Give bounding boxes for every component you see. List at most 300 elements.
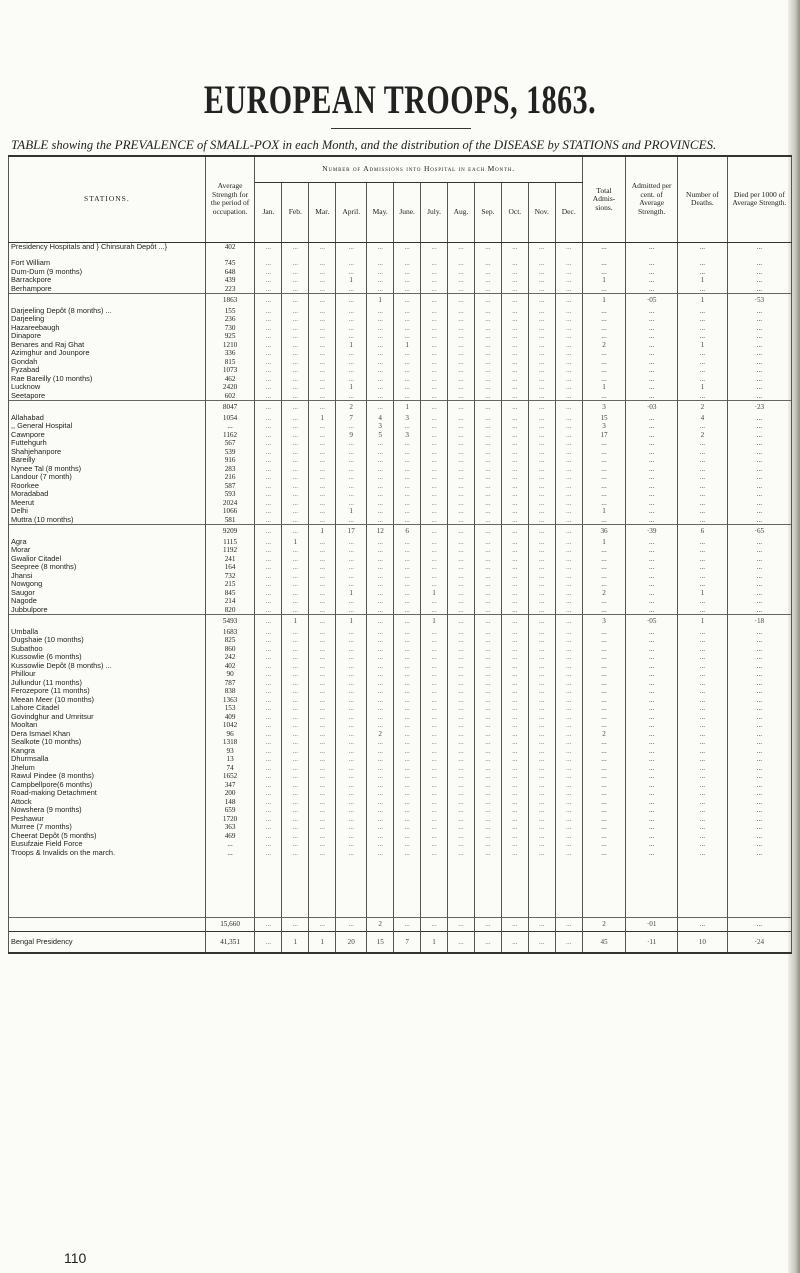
month-cell: ... [367,713,394,722]
station-row [9,849,792,858]
month-cell: ... [394,315,421,324]
month-cell: ... [421,294,448,307]
month-cell: ... [421,448,448,457]
total-cell: 36 [582,525,625,538]
station-name: Bareilly [9,456,206,465]
station-row [9,713,792,722]
month-cell: ... [367,789,394,798]
station-row [9,448,792,457]
station-name: Peshawur [9,815,206,824]
strength-cell: 9209 [205,525,255,538]
month-cell: ... [282,268,309,277]
total-cell: ... [582,358,625,367]
strength-cell: 787 [205,679,255,688]
month-cell: ... [555,324,582,333]
month-cell: ... [394,439,421,448]
month-cell: ... [309,815,336,824]
month-cell: ... [528,772,555,781]
month-cell: ... [501,589,528,598]
month-cell: ... [448,366,475,375]
station-row [9,789,792,798]
station-name: Eusufzaie Field Force [9,840,206,849]
month-cell: ... [501,259,528,268]
month-cell: ... [555,242,582,251]
month-cell: ... [555,815,582,824]
percent-cell: ... [626,439,678,448]
month-cell: ... [448,349,475,358]
month-cell: ... [282,806,309,815]
month-cell: ... [421,525,448,538]
month-cell: ... [528,259,555,268]
month-cell: ... [255,332,282,341]
deaths-cell: ... [678,375,728,384]
station-name [9,525,206,538]
percent-cell: ... [626,798,678,807]
province-total-row [9,615,792,628]
month-cell: ... [255,392,282,401]
strength-cell: ... [205,422,255,431]
month-cell: ... [421,431,448,440]
month-cell: ... [255,294,282,307]
station-name: Subathoo [9,645,206,654]
died-cell: ... [727,687,791,696]
month-cell: ... [474,431,501,440]
percent-cell: ... [626,315,678,324]
month-cell: ... [309,606,336,615]
total-cell: ... [582,832,625,841]
station-row [9,781,792,790]
died-cell: ... [727,276,791,285]
month-cell: ... [448,806,475,815]
caption-text: in each Month, and the distribution of the [282,138,491,152]
total-cell: 45 [582,931,625,953]
month-cell: ... [474,931,501,953]
strength-cell: 659 [205,806,255,815]
deaths-cell: ... [678,259,728,268]
month-cell: ... [555,798,582,807]
strength-cell: 2024 [205,499,255,508]
total-cell: 17 [582,431,625,440]
station-name: Umballa [9,628,206,637]
died-cell: ... [727,840,791,849]
month-cell: ... [448,823,475,832]
station-row [9,823,792,832]
month-cell: ... [367,747,394,756]
month-cell: ... [336,563,367,572]
station-name: Shahjehanpore [9,448,206,457]
died-cell: ... [727,849,791,858]
header-months-group: Number of Admissions into Hospital in each Month. [255,156,582,182]
total-cell: ... [582,546,625,555]
station-row [9,555,792,564]
total-cell: ... [582,473,625,482]
caption-text: and [621,138,641,152]
month-cell: ... [474,401,501,414]
empty-cell [367,251,394,259]
month-cell: 1 [421,615,448,628]
month-cell: ... [474,538,501,547]
month-cell: ... [309,653,336,662]
month-cell: ... [309,704,336,713]
died-cell: ... [727,636,791,645]
month-cell: 1 [421,589,448,598]
month-cell: ... [336,456,367,465]
month-cell: ... [255,798,282,807]
percent-cell: ... [626,324,678,333]
month-cell: ... [421,628,448,637]
month-cell: ... [309,422,336,431]
station-name: Attock [9,798,206,807]
month-cell: ... [474,798,501,807]
died-cell: ... [727,431,791,440]
total-cell: ... [582,555,625,564]
percent-cell: ... [626,358,678,367]
month-cell: ... [367,507,394,516]
month-cell: ... [528,448,555,457]
percent-cell: ·03 [626,401,678,414]
month-cell: ... [394,823,421,832]
strength-cell: 347 [205,781,255,790]
deaths-cell: ... [678,366,728,375]
month-cell: ... [448,294,475,307]
month-cell: ... [336,679,367,688]
month-cell: ... [394,242,421,251]
station-row [9,580,792,589]
deaths-cell: 6 [678,525,728,538]
deaths-cell: ... [678,606,728,615]
month-cell: ... [255,315,282,324]
died-cell: ... [727,456,791,465]
month-cell: ... [501,772,528,781]
month-cell: ... [501,349,528,358]
month-cell: ... [555,772,582,781]
month-cell: ... [421,772,448,781]
deaths-cell: ... [678,473,728,482]
deaths-cell: ... [678,349,728,358]
total-cell: ... [582,465,625,474]
month-cell: ... [555,555,582,564]
month-cell: ... [255,401,282,414]
total-cell: ... [582,798,625,807]
month-cell: ... [255,366,282,375]
month-cell: ... [336,546,367,555]
month-cell: ... [421,670,448,679]
month-cell: ... [501,490,528,499]
month-cell: ... [555,580,582,589]
died-cell: ... [727,597,791,606]
month-cell: ... [282,840,309,849]
month-cell: ... [421,840,448,849]
station-row [9,730,792,739]
month-cell: ... [448,849,475,858]
deaths-cell: ... [678,653,728,662]
deaths-cell: 2 [678,401,728,414]
month-cell: ... [528,525,555,538]
strength-cell: 567 [205,439,255,448]
month-cell: ... [501,704,528,713]
month-cell: ... [336,764,367,773]
presidency-total-row [9,931,792,953]
month-cell: ... [255,636,282,645]
month-cell: ... [255,538,282,547]
percent-cell: ... [626,823,678,832]
header-month: Mar. [309,182,336,242]
died-cell: ... [727,781,791,790]
month-cell: ... [555,789,582,798]
percent-cell: ... [626,555,678,564]
died-cell: ... [727,747,791,756]
month-cell: 1 [309,931,336,953]
died-cell: ... [727,268,791,277]
deaths-cell: ... [678,823,728,832]
deaths-cell: ... [678,555,728,564]
died-cell: ... [727,383,791,392]
strength-cell: 1042 [205,721,255,730]
empty-cell [282,251,309,259]
month-cell: ... [448,546,475,555]
died-cell: ... [727,704,791,713]
month-cell: ... [394,555,421,564]
died-cell: ... [727,670,791,679]
month-cell: ... [528,615,555,628]
month-cell: ... [421,439,448,448]
month-cell: ... [421,307,448,316]
month-cell: ... [474,341,501,350]
month-cell: ... [282,849,309,858]
deaths-cell: ... [678,546,728,555]
died-cell: ... [727,414,791,423]
caption-key: PREVALENCE [114,137,194,152]
total-cell: ... [582,456,625,465]
month-cell: ... [501,755,528,764]
percent-cell: ... [626,307,678,316]
month-cell: ... [367,456,394,465]
month-cell: ... [255,931,282,953]
month-cell: ... [448,670,475,679]
month-cell: ... [474,918,501,932]
month-cell: ... [336,696,367,705]
month-cell: ... [421,538,448,547]
month-cell: ... [309,439,336,448]
died-cell: ·53 [727,294,791,307]
month-cell: ... [421,755,448,764]
month-cell: ... [501,392,528,401]
total-cell: ... [582,597,625,606]
percent-cell: ... [626,580,678,589]
month-cell: ... [555,849,582,858]
percent-cell: ... [626,499,678,508]
empty-cell [582,251,625,259]
month-cell: ... [282,738,309,747]
died-cell: ... [727,349,791,358]
month-cell: 1 [336,341,367,350]
deaths-cell: ... [678,499,728,508]
month-cell: ... [474,294,501,307]
month-cell: ... [421,383,448,392]
month-cell: ... [367,439,394,448]
month-cell: ... [448,259,475,268]
month-cell: ... [555,572,582,581]
month-cell: ... [309,490,336,499]
month-cell: ... [336,636,367,645]
month-cell: ... [528,538,555,547]
caption-text: showing the [51,138,112,152]
month-cell: ... [528,268,555,277]
caption-text: of [196,138,207,152]
month-cell: ... [367,499,394,508]
month-cell: ... [555,422,582,431]
month-cell: ... [421,366,448,375]
month-cell: ... [282,465,309,474]
died-cell: ... [727,772,791,781]
month-cell: ... [474,730,501,739]
month-cell: ... [336,823,367,832]
month-cell: ... [394,832,421,841]
month-cell: ... [555,931,582,953]
month-cell: ... [309,324,336,333]
percent-cell: ... [626,832,678,841]
strength-cell: 2420 [205,383,255,392]
month-cell: ... [448,781,475,790]
died-cell: ... [727,422,791,431]
total-cell: ... [582,755,625,764]
month-cell: ... [555,662,582,671]
total-cell: ... [582,679,625,688]
month-cell: ... [421,849,448,858]
month-cell: ... [394,563,421,572]
station-row [9,315,792,324]
died-cell: ... [727,332,791,341]
empty-cell [394,857,421,918]
strength-cell: 1720 [205,815,255,824]
percent-cell: ... [626,606,678,615]
month-cell: ... [448,341,475,350]
month-cell: ... [309,499,336,508]
month-cell: ... [555,653,582,662]
total-cell: ... [582,349,625,358]
month-cell: ... [282,606,309,615]
month-cell: ... [501,525,528,538]
total-cell: ... [582,439,625,448]
header-percent: Admitted per cent. of Average Strength. [626,156,678,242]
station-name: Rawul Pindee (8 months) [9,772,206,781]
month-cell: ... [394,597,421,606]
station-name: Nowshera (9 months) [9,806,206,815]
station-row [9,259,792,268]
month-cell: ... [528,849,555,858]
station-name: Kussowlie Depôt (8 months) ... [9,662,206,671]
table-caption [11,137,791,153]
month-cell: ... [528,679,555,688]
month-cell: ... [501,473,528,482]
month-cell: ... [309,516,336,525]
percent-cell: ... [626,645,678,654]
month-cell: ... [555,840,582,849]
total-cell: ... [582,572,625,581]
month-cell: ... [282,755,309,764]
station-row [9,563,792,572]
month-cell: 5 [367,431,394,440]
month-cell: ... [282,499,309,508]
total-cell: ... [582,636,625,645]
month-cell: ... [448,285,475,294]
total-cell: ... [582,645,625,654]
month-cell: ... [255,687,282,696]
month-cell: ... [309,358,336,367]
station-row [9,341,792,350]
month-cell: ... [336,738,367,747]
month-cell: ... [528,730,555,739]
percent-cell: ... [626,636,678,645]
month-cell: ... [501,439,528,448]
month-cell: ... [367,781,394,790]
total-cell: 1 [582,294,625,307]
total-cell: ... [582,375,625,384]
month-cell: ... [501,383,528,392]
month-cell: ... [474,507,501,516]
month-cell: ... [555,696,582,705]
month-cell: ... [421,738,448,747]
percent-cell: ... [626,696,678,705]
station-name: Nowgong [9,580,206,589]
strength-cell: 815 [205,358,255,367]
month-cell: ... [448,832,475,841]
month-cell: ... [367,755,394,764]
header-month: July. [421,182,448,242]
month-cell: ... [394,507,421,516]
month-cell: ... [309,918,336,932]
deaths-cell: ... [678,670,728,679]
strength-cell: 1683 [205,628,255,637]
died-cell: ... [727,546,791,555]
station-row [9,696,792,705]
month-cell: ... [367,375,394,384]
month-cell: ... [309,636,336,645]
died-cell: ... [727,679,791,688]
strength-cell: 41,351 [205,931,255,953]
strength-cell: 1652 [205,772,255,781]
month-cell: ... [555,538,582,547]
month-cell: ... [367,580,394,589]
month-cell: ... [501,375,528,384]
month-cell: ... [421,456,448,465]
month-cell: 3 [394,431,421,440]
empty-cell [394,251,421,259]
month-cell: ... [555,414,582,423]
month-cell: ... [394,294,421,307]
month-cell: ... [474,589,501,598]
month-cell: ... [309,375,336,384]
month-cell: 2 [367,918,394,932]
month-cell: ... [501,679,528,688]
empty-cell [555,857,582,918]
total-cell: 2 [582,341,625,350]
percent-cell: ... [626,456,678,465]
month-cell: ... [421,332,448,341]
month-cell: ... [448,358,475,367]
percent-cell: ... [626,490,678,499]
month-cell: ... [282,555,309,564]
strength-cell: 539 [205,448,255,457]
month-cell: ... [501,764,528,773]
month-cell: ... [282,815,309,824]
page-title: EUROPEAN TROOPS, 1863. [203,78,597,123]
month-cell: ... [421,823,448,832]
died-cell: ... [727,572,791,581]
month-cell: ... [555,645,582,654]
strength-cell: 164 [205,563,255,572]
month-cell: ... [282,789,309,798]
